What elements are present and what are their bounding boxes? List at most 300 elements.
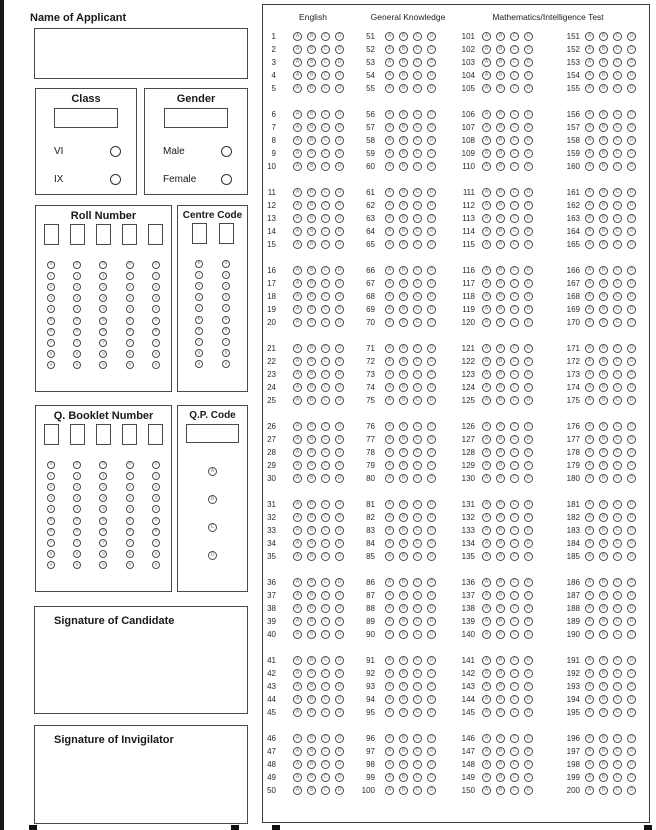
answer-bubble-158-c[interactable]: C — [613, 136, 622, 145]
answer-bubble-152-c[interactable]: C — [613, 45, 622, 54]
answer-bubble-176-d[interactable]: D — [627, 422, 636, 431]
answer-bubble-51-b[interactable]: B — [399, 32, 408, 41]
answer-bubble-4-d[interactable]: D — [335, 71, 344, 80]
roll-number-bubble-col3-digit-2[interactable]: 2 — [99, 283, 107, 291]
answer-bubble-169-c[interactable]: C — [613, 305, 622, 314]
answer-bubble-174-d[interactable]: D — [627, 383, 636, 392]
roll-number-bubble-col3-digit-0[interactable]: 0 — [99, 261, 107, 269]
answer-bubble-36-d[interactable]: D — [335, 578, 344, 587]
answer-bubble-6-a[interactable]: A — [293, 110, 302, 119]
answer-bubble-150-a[interactable]: A — [482, 786, 491, 795]
booklet-number-bubble-col4-digit-2[interactable]: 2 — [126, 483, 134, 491]
answer-bubble-54-a[interactable]: A — [385, 71, 394, 80]
answer-bubble-55-c[interactable]: C — [413, 84, 422, 93]
answer-bubble-128-a[interactable]: A — [482, 448, 491, 457]
answer-bubble-115-c[interactable]: C — [510, 240, 519, 249]
answer-bubble-191-d[interactable]: D — [627, 656, 636, 665]
answer-bubble-104-a[interactable]: A — [482, 71, 491, 80]
answer-bubble-82-b[interactable]: B — [399, 513, 408, 522]
answer-bubble-183-c[interactable]: C — [613, 526, 622, 535]
centre-code-bubble-col1-digit-0[interactable]: 0 — [195, 260, 203, 268]
answer-bubble-30-b[interactable]: B — [307, 474, 316, 483]
answer-bubble-68-b[interactable]: B — [399, 292, 408, 301]
answer-bubble-26-a[interactable]: A — [293, 422, 302, 431]
answer-bubble-144-c[interactable]: C — [510, 695, 519, 704]
answer-bubble-160-d[interactable]: D — [627, 162, 636, 171]
answer-bubble-200-d[interactable]: D — [627, 786, 636, 795]
answer-bubble-153-a[interactable]: A — [585, 58, 594, 67]
answer-bubble-24-d[interactable]: D — [335, 383, 344, 392]
answer-bubble-55-b[interactable]: B — [399, 84, 408, 93]
answer-bubble-101-c[interactable]: C — [510, 32, 519, 41]
answer-bubble-137-b[interactable]: B — [496, 591, 505, 600]
answer-bubble-145-b[interactable]: B — [496, 708, 505, 717]
answer-bubble-149-a[interactable]: A — [482, 773, 491, 782]
answer-bubble-14-d[interactable]: D — [335, 227, 344, 236]
answer-bubble-13-b[interactable]: B — [307, 214, 316, 223]
answer-bubble-194-c[interactable]: C — [613, 695, 622, 704]
answer-bubble-51-d[interactable]: D — [427, 32, 436, 41]
answer-bubble-53-d[interactable]: D — [427, 58, 436, 67]
roll-number-bubble-col3-digit-6[interactable]: 6 — [99, 328, 107, 336]
answer-bubble-119-c[interactable]: C — [510, 305, 519, 314]
answer-bubble-59-b[interactable]: B — [399, 149, 408, 158]
answer-bubble-189-d[interactable]: D — [627, 617, 636, 626]
answer-bubble-9-b[interactable]: B — [307, 149, 316, 158]
answer-bubble-23-d[interactable]: D — [335, 370, 344, 379]
booklet-number-bubble-col1-digit-9[interactable]: 9 — [47, 561, 55, 569]
answer-bubble-129-a[interactable]: A — [482, 461, 491, 470]
answer-bubble-111-b[interactable]: B — [496, 188, 505, 197]
answer-bubble-170-b[interactable]: B — [599, 318, 608, 327]
answer-bubble-46-b[interactable]: B — [307, 734, 316, 743]
answer-bubble-140-b[interactable]: B — [496, 630, 505, 639]
answer-bubble-87-b[interactable]: B — [399, 591, 408, 600]
answer-bubble-102-d[interactable]: D — [524, 45, 533, 54]
answer-bubble-138-a[interactable]: A — [482, 604, 491, 613]
answer-bubble-192-d[interactable]: D — [627, 669, 636, 678]
answer-bubble-56-b[interactable]: B — [399, 110, 408, 119]
answer-bubble-180-b[interactable]: B — [599, 474, 608, 483]
answer-bubble-32-c[interactable]: C — [321, 513, 330, 522]
answer-bubble-38-b[interactable]: B — [307, 604, 316, 613]
answer-bubble-91-c[interactable]: C — [413, 656, 422, 665]
answer-bubble-118-a[interactable]: A — [482, 292, 491, 301]
answer-bubble-169-a[interactable]: A — [585, 305, 594, 314]
answer-bubble-94-b[interactable]: B — [399, 695, 408, 704]
answer-bubble-188-d[interactable]: D — [627, 604, 636, 613]
answer-bubble-135-c[interactable]: C — [510, 552, 519, 561]
answer-bubble-151-c[interactable]: C — [613, 32, 622, 41]
answer-bubble-179-a[interactable]: A — [585, 461, 594, 470]
answer-bubble-6-d[interactable]: D — [335, 110, 344, 119]
answer-bubble-131-a[interactable]: A — [482, 500, 491, 509]
answer-bubble-25-c[interactable]: C — [321, 396, 330, 405]
answer-bubble-75-b[interactable]: B — [399, 396, 408, 405]
answer-bubble-141-c[interactable]: C — [510, 656, 519, 665]
answer-bubble-157-c[interactable]: C — [613, 123, 622, 132]
answer-bubble-150-b[interactable]: B — [496, 786, 505, 795]
centre-code-bubble-col1-digit-7[interactable]: 7 — [195, 338, 203, 346]
answer-bubble-63-c[interactable]: C — [413, 214, 422, 223]
answer-bubble-31-c[interactable]: C — [321, 500, 330, 509]
answer-bubble-81-d[interactable]: D — [427, 500, 436, 509]
answer-bubble-33-a[interactable]: A — [293, 526, 302, 535]
answer-bubble-177-c[interactable]: C — [613, 435, 622, 444]
answer-bubble-182-c[interactable]: C — [613, 513, 622, 522]
answer-bubble-113-c[interactable]: C — [510, 214, 519, 223]
centre-code-bubble-col1-digit-4[interactable]: 4 — [195, 304, 203, 312]
answer-bubble-140-d[interactable]: D — [524, 630, 533, 639]
answer-bubble-197-b[interactable]: B — [599, 747, 608, 756]
answer-bubble-132-c[interactable]: C — [510, 513, 519, 522]
answer-bubble-41-a[interactable]: A — [293, 656, 302, 665]
answer-bubble-110-b[interactable]: B — [496, 162, 505, 171]
answer-bubble-179-b[interactable]: B — [599, 461, 608, 470]
answer-bubble-147-c[interactable]: C — [510, 747, 519, 756]
answer-bubble-64-d[interactable]: D — [427, 227, 436, 236]
roll-number-bubble-col2-digit-0[interactable]: 0 — [73, 261, 81, 269]
answer-bubble-19-c[interactable]: C — [321, 305, 330, 314]
answer-bubble-59-a[interactable]: A — [385, 149, 394, 158]
centre-code-bubble-col1-digit-3[interactable]: 3 — [195, 293, 203, 301]
answer-bubble-33-d[interactable]: D — [335, 526, 344, 535]
answer-bubble-133-a[interactable]: A — [482, 526, 491, 535]
answer-bubble-124-d[interactable]: D — [524, 383, 533, 392]
answer-bubble-37-a[interactable]: A — [293, 591, 302, 600]
answer-bubble-56-d[interactable]: D — [427, 110, 436, 119]
answer-bubble-75-d[interactable]: D — [427, 396, 436, 405]
answer-bubble-131-c[interactable]: C — [510, 500, 519, 509]
booklet-number-bubble-col2-digit-4[interactable]: 4 — [73, 505, 81, 513]
answer-bubble-117-d[interactable]: D — [524, 279, 533, 288]
answer-bubble-133-b[interactable]: B — [496, 526, 505, 535]
answer-bubble-151-d[interactable]: D — [627, 32, 636, 41]
answer-bubble-35-d[interactable]: D — [335, 552, 344, 561]
answer-bubble-196-d[interactable]: D — [627, 734, 636, 743]
answer-bubble-53-a[interactable]: A — [385, 58, 394, 67]
answer-bubble-10-d[interactable]: D — [335, 162, 344, 171]
answer-bubble-4-b[interactable]: B — [307, 71, 316, 80]
answer-bubble-84-a[interactable]: A — [385, 539, 394, 548]
roll-number-digit-box-4[interactable] — [122, 224, 137, 245]
answer-bubble-33-b[interactable]: B — [307, 526, 316, 535]
answer-bubble-128-b[interactable]: B — [496, 448, 505, 457]
answer-bubble-47-c[interactable]: C — [321, 747, 330, 756]
answer-bubble-49-d[interactable]: D — [335, 773, 344, 782]
answer-bubble-121-c[interactable]: C — [510, 344, 519, 353]
roll-number-bubble-col1-digit-8[interactable]: 8 — [47, 350, 55, 358]
answer-bubble-145-d[interactable]: D — [524, 708, 533, 717]
answer-bubble-20-d[interactable]: D — [335, 318, 344, 327]
answer-bubble-4-a[interactable]: A — [293, 71, 302, 80]
answer-bubble-109-a[interactable]: A — [482, 149, 491, 158]
answer-bubble-96-a[interactable]: A — [385, 734, 394, 743]
roll-number-digit-box-3[interactable] — [96, 224, 111, 245]
roll-number-bubble-col4-digit-4[interactable]: 4 — [126, 305, 134, 313]
roll-number-bubble-col1-digit-2[interactable]: 2 — [47, 283, 55, 291]
answer-bubble-186-d[interactable]: D — [627, 578, 636, 587]
class-bubble-vi[interactable] — [110, 146, 121, 157]
answer-bubble-83-d[interactable]: D — [427, 526, 436, 535]
answer-bubble-190-c[interactable]: C — [613, 630, 622, 639]
answer-bubble-13-d[interactable]: D — [335, 214, 344, 223]
answer-bubble-129-b[interactable]: B — [496, 461, 505, 470]
answer-bubble-42-a[interactable]: A — [293, 669, 302, 678]
answer-bubble-139-a[interactable]: A — [482, 617, 491, 626]
answer-bubble-35-c[interactable]: C — [321, 552, 330, 561]
answer-bubble-12-b[interactable]: B — [307, 201, 316, 210]
answer-bubble-125-d[interactable]: D — [524, 396, 533, 405]
centre-code-bubble-col1-digit-8[interactable]: 8 — [195, 349, 203, 357]
answer-bubble-58-b[interactable]: B — [399, 136, 408, 145]
answer-bubble-171-a[interactable]: A — [585, 344, 594, 353]
answer-bubble-148-a[interactable]: A — [482, 760, 491, 769]
answer-bubble-158-a[interactable]: A — [585, 136, 594, 145]
answer-bubble-6-b[interactable]: B — [307, 110, 316, 119]
booklet-number-bubble-col1-digit-0[interactable]: 0 — [47, 461, 55, 469]
answer-bubble-26-c[interactable]: C — [321, 422, 330, 431]
answer-bubble-149-c[interactable]: C — [510, 773, 519, 782]
answer-bubble-41-d[interactable]: D — [335, 656, 344, 665]
answer-bubble-178-b[interactable]: B — [599, 448, 608, 457]
answer-bubble-20-a[interactable]: A — [293, 318, 302, 327]
gender-bubble-female[interactable] — [221, 174, 232, 185]
answer-bubble-31-d[interactable]: D — [335, 500, 344, 509]
booklet-number-bubble-col2-digit-5[interactable]: 5 — [73, 517, 81, 525]
answer-bubble-82-c[interactable]: C — [413, 513, 422, 522]
roll-number-bubble-col4-digit-9[interactable]: 9 — [126, 361, 134, 369]
answer-bubble-176-a[interactable]: A — [585, 422, 594, 431]
booklet-number-digit-box-2[interactable] — [70, 424, 85, 445]
answer-bubble-128-d[interactable]: D — [524, 448, 533, 457]
answer-bubble-164-c[interactable]: C — [613, 227, 622, 236]
answer-bubble-69-c[interactable]: C — [413, 305, 422, 314]
answer-bubble-8-c[interactable]: C — [321, 136, 330, 145]
roll-number-bubble-col5-digit-7[interactable]: 7 — [152, 339, 160, 347]
answer-bubble-88-d[interactable]: D — [427, 604, 436, 613]
answer-bubble-171-c[interactable]: C — [613, 344, 622, 353]
answer-bubble-134-d[interactable]: D — [524, 539, 533, 548]
roll-number-digit-box-1[interactable] — [44, 224, 59, 245]
answer-bubble-165-c[interactable]: C — [613, 240, 622, 249]
answer-bubble-13-c[interactable]: C — [321, 214, 330, 223]
answer-bubble-126-b[interactable]: B — [496, 422, 505, 431]
answer-bubble-11-d[interactable]: D — [335, 188, 344, 197]
booklet-number-bubble-col2-digit-3[interactable]: 3 — [73, 494, 81, 502]
answer-bubble-167-c[interactable]: C — [613, 279, 622, 288]
booklet-number-bubble-col2-digit-7[interactable]: 7 — [73, 539, 81, 547]
answer-bubble-136-d[interactable]: D — [524, 578, 533, 587]
answer-bubble-55-d[interactable]: D — [427, 84, 436, 93]
answer-bubble-136-c[interactable]: C — [510, 578, 519, 587]
answer-bubble-70-c[interactable]: C — [413, 318, 422, 327]
roll-number-bubble-col5-digit-1[interactable]: 1 — [152, 272, 160, 280]
answer-bubble-65-a[interactable]: A — [385, 240, 394, 249]
answer-bubble-152-a[interactable]: A — [585, 45, 594, 54]
answer-bubble-2-a[interactable]: A — [293, 45, 302, 54]
answer-bubble-145-c[interactable]: C — [510, 708, 519, 717]
answer-bubble-3-b[interactable]: B — [307, 58, 316, 67]
answer-bubble-73-a[interactable]: A — [385, 370, 394, 379]
answer-bubble-139-d[interactable]: D — [524, 617, 533, 626]
qp-code-bubble-d[interactable]: D — [208, 551, 217, 560]
answer-bubble-164-b[interactable]: B — [599, 227, 608, 236]
answer-bubble-70-a[interactable]: A — [385, 318, 394, 327]
booklet-number-bubble-col1-digit-8[interactable]: 8 — [47, 550, 55, 558]
answer-bubble-185-c[interactable]: C — [613, 552, 622, 561]
booklet-number-bubble-col2-digit-1[interactable]: 1 — [73, 472, 81, 480]
booklet-number-bubble-col3-digit-5[interactable]: 5 — [99, 517, 107, 525]
answer-bubble-38-d[interactable]: D — [335, 604, 344, 613]
roll-number-bubble-col4-digit-6[interactable]: 6 — [126, 328, 134, 336]
answer-bubble-123-b[interactable]: B — [496, 370, 505, 379]
answer-bubble-16-a[interactable]: A — [293, 266, 302, 275]
answer-bubble-142-c[interactable]: C — [510, 669, 519, 678]
answer-bubble-158-b[interactable]: B — [599, 136, 608, 145]
roll-number-bubble-col1-digit-1[interactable]: 1 — [47, 272, 55, 280]
answer-bubble-34-a[interactable]: A — [293, 539, 302, 548]
answer-bubble-127-d[interactable]: D — [524, 435, 533, 444]
answer-bubble-89-a[interactable]: A — [385, 617, 394, 626]
answer-bubble-130-a[interactable]: A — [482, 474, 491, 483]
booklet-number-bubble-col5-digit-4[interactable]: 4 — [152, 505, 160, 513]
roll-number-bubble-col2-digit-3[interactable]: 3 — [73, 294, 81, 302]
answer-bubble-63-a[interactable]: A — [385, 214, 394, 223]
roll-number-bubble-col5-digit-2[interactable]: 2 — [152, 283, 160, 291]
answer-bubble-163-d[interactable]: D — [627, 214, 636, 223]
answer-bubble-64-b[interactable]: B — [399, 227, 408, 236]
signature-of-invigilator-box[interactable] — [34, 725, 248, 824]
answer-bubble-132-b[interactable]: B — [496, 513, 505, 522]
roll-number-bubble-col1-digit-5[interactable]: 5 — [47, 317, 55, 325]
answer-bubble-37-d[interactable]: D — [335, 591, 344, 600]
answer-bubble-44-b[interactable]: B — [307, 695, 316, 704]
answer-bubble-156-d[interactable]: D — [627, 110, 636, 119]
answer-bubble-99-d[interactable]: D — [427, 773, 436, 782]
answer-bubble-36-a[interactable]: A — [293, 578, 302, 587]
answer-bubble-74-a[interactable]: A — [385, 383, 394, 392]
answer-bubble-67-d[interactable]: D — [427, 279, 436, 288]
answer-bubble-118-b[interactable]: B — [496, 292, 505, 301]
answer-bubble-18-c[interactable]: C — [321, 292, 330, 301]
answer-bubble-91-a[interactable]: A — [385, 656, 394, 665]
answer-bubble-134-b[interactable]: B — [496, 539, 505, 548]
booklet-number-bubble-col2-digit-8[interactable]: 8 — [73, 550, 81, 558]
answer-bubble-99-c[interactable]: C — [413, 773, 422, 782]
answer-bubble-156-b[interactable]: B — [599, 110, 608, 119]
answer-bubble-199-c[interactable]: C — [613, 773, 622, 782]
answer-bubble-39-d[interactable]: D — [335, 617, 344, 626]
answer-bubble-3-d[interactable]: D — [335, 58, 344, 67]
answer-bubble-108-c[interactable]: C — [510, 136, 519, 145]
answer-bubble-29-d[interactable]: D — [335, 461, 344, 470]
answer-bubble-120-b[interactable]: B — [496, 318, 505, 327]
answer-bubble-179-c[interactable]: C — [613, 461, 622, 470]
answer-bubble-7-c[interactable]: C — [321, 123, 330, 132]
answer-bubble-21-a[interactable]: A — [293, 344, 302, 353]
gender-write-box[interactable] — [164, 108, 228, 128]
answer-bubble-61-a[interactable]: A — [385, 188, 394, 197]
answer-bubble-173-c[interactable]: C — [613, 370, 622, 379]
answer-bubble-60-c[interactable]: C — [413, 162, 422, 171]
answer-bubble-154-b[interactable]: B — [599, 71, 608, 80]
answer-bubble-87-c[interactable]: C — [413, 591, 422, 600]
answer-bubble-89-b[interactable]: B — [399, 617, 408, 626]
answer-bubble-70-d[interactable]: D — [427, 318, 436, 327]
booklet-number-bubble-col3-digit-1[interactable]: 1 — [99, 472, 107, 480]
booklet-number-bubble-col2-digit-9[interactable]: 9 — [73, 561, 81, 569]
answer-bubble-60-a[interactable]: A — [385, 162, 394, 171]
answer-bubble-133-c[interactable]: C — [510, 526, 519, 535]
answer-bubble-40-a[interactable]: A — [293, 630, 302, 639]
answer-bubble-191-a[interactable]: A — [585, 656, 594, 665]
answer-bubble-86-c[interactable]: C — [413, 578, 422, 587]
answer-bubble-31-a[interactable]: A — [293, 500, 302, 509]
answer-bubble-154-c[interactable]: C — [613, 71, 622, 80]
roll-number-bubble-col5-digit-0[interactable]: 0 — [152, 261, 160, 269]
answer-bubble-47-d[interactable]: D — [335, 747, 344, 756]
centre-code-bubble-col2-digit-4[interactable]: 4 — [222, 304, 230, 312]
answer-bubble-166-d[interactable]: D — [627, 266, 636, 275]
answer-bubble-183-b[interactable]: B — [599, 526, 608, 535]
answer-bubble-150-c[interactable]: C — [510, 786, 519, 795]
booklet-number-bubble-col3-digit-2[interactable]: 2 — [99, 483, 107, 491]
answer-bubble-190-a[interactable]: A — [585, 630, 594, 639]
answer-bubble-192-c[interactable]: C — [613, 669, 622, 678]
booklet-number-bubble-col3-digit-4[interactable]: 4 — [99, 505, 107, 513]
answer-bubble-188-b[interactable]: B — [599, 604, 608, 613]
answer-bubble-122-d[interactable]: D — [524, 357, 533, 366]
answer-bubble-161-c[interactable]: C — [613, 188, 622, 197]
answer-bubble-189-a[interactable]: A — [585, 617, 594, 626]
answer-bubble-6-c[interactable]: C — [321, 110, 330, 119]
answer-bubble-72-a[interactable]: A — [385, 357, 394, 366]
answer-bubble-17-b[interactable]: B — [307, 279, 316, 288]
answer-bubble-132-d[interactable]: D — [524, 513, 533, 522]
answer-bubble-134-a[interactable]: A — [482, 539, 491, 548]
answer-bubble-106-a[interactable]: A — [482, 110, 491, 119]
answer-bubble-186-c[interactable]: C — [613, 578, 622, 587]
answer-bubble-48-a[interactable]: A — [293, 760, 302, 769]
answer-bubble-163-a[interactable]: A — [585, 214, 594, 223]
roll-number-bubble-col2-digit-4[interactable]: 4 — [73, 305, 81, 313]
answer-bubble-2-b[interactable]: B — [307, 45, 316, 54]
answer-bubble-72-b[interactable]: B — [399, 357, 408, 366]
booklet-number-digit-box-4[interactable] — [122, 424, 137, 445]
answer-bubble-114-d[interactable]: D — [524, 227, 533, 236]
roll-number-bubble-col4-digit-5[interactable]: 5 — [126, 317, 134, 325]
answer-bubble-74-b[interactable]: B — [399, 383, 408, 392]
answer-bubble-52-d[interactable]: D — [427, 45, 436, 54]
answer-bubble-22-d[interactable]: D — [335, 357, 344, 366]
booklet-number-bubble-col5-digit-0[interactable]: 0 — [152, 461, 160, 469]
answer-bubble-186-a[interactable]: A — [585, 578, 594, 587]
answer-bubble-155-c[interactable]: C — [613, 84, 622, 93]
answer-bubble-117-a[interactable]: A — [482, 279, 491, 288]
answer-bubble-69-b[interactable]: B — [399, 305, 408, 314]
answer-bubble-105-d[interactable]: D — [524, 84, 533, 93]
booklet-number-bubble-col4-digit-6[interactable]: 6 — [126, 528, 134, 536]
answer-bubble-46-d[interactable]: D — [335, 734, 344, 743]
answer-bubble-170-c[interactable]: C — [613, 318, 622, 327]
answer-bubble-72-d[interactable]: D — [427, 357, 436, 366]
answer-bubble-134-c[interactable]: C — [510, 539, 519, 548]
answer-bubble-30-d[interactable]: D — [335, 474, 344, 483]
answer-bubble-198-c[interactable]: C — [613, 760, 622, 769]
answer-bubble-194-b[interactable]: B — [599, 695, 608, 704]
centre-code-bubble-col2-digit-6[interactable]: 6 — [222, 327, 230, 335]
